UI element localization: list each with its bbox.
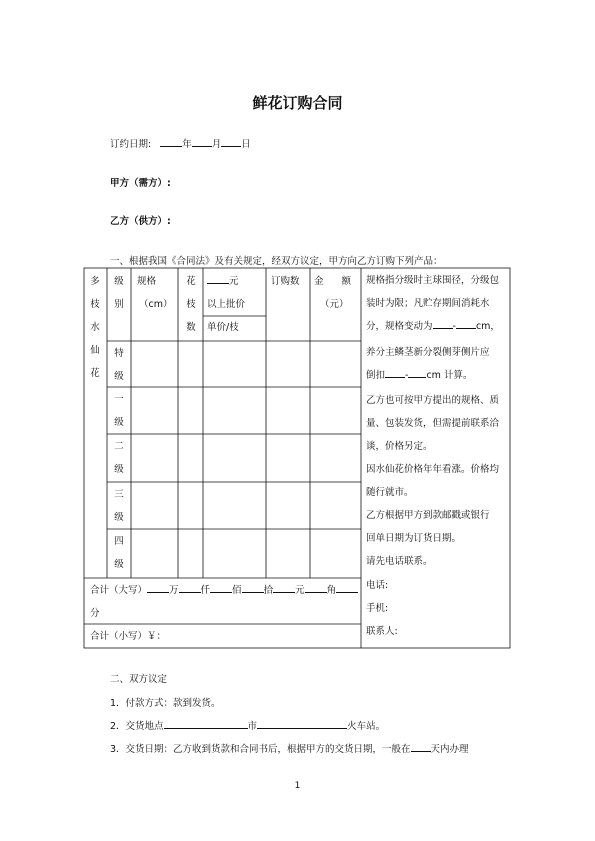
grade-char: 二	[114, 441, 124, 452]
note-line: 谈，价格另定。	[366, 441, 433, 452]
amount-header	[314, 270, 358, 316]
grade-cell-second	[112, 435, 126, 481]
intro-paragraph: 一、根据我国《合同法》及有关规定，经双方议定，甲方向乙方订购下列产品：	[110, 256, 443, 267]
total-lowercase-label: 合计（小写）￥：	[90, 631, 167, 642]
note-line: 量、包装发货，但需提前联系洽	[366, 418, 500, 429]
price-header-unit-line	[207, 270, 245, 293]
note-text: 分，规格变动为	[366, 321, 433, 332]
grade-header-char: 级	[114, 276, 124, 287]
document-title: 鲜花订购合同	[252, 94, 343, 112]
product-name-cell	[88, 270, 102, 385]
grade-cell-first	[112, 388, 126, 434]
blank	[179, 583, 201, 593]
stems-header	[184, 270, 198, 339]
blank	[147, 583, 169, 593]
grade-header	[112, 270, 126, 316]
price-blank	[207, 274, 229, 284]
product-char: 仙	[90, 345, 100, 356]
quantity-header: 订购数	[271, 276, 300, 287]
month-label: 月	[211, 139, 222, 150]
stems-header-char: 花	[186, 276, 196, 287]
section2-item1: 1．付款方式：款到发货。	[110, 698, 221, 709]
grade-cell-fourth	[112, 530, 126, 576]
note-line: 回单日期为订货日期。	[366, 533, 462, 544]
grade-cell-third	[112, 483, 126, 529]
grade-char: 一	[114, 394, 124, 405]
spec-header-unit: （cm）	[139, 299, 173, 310]
page-number: 1	[294, 781, 301, 791]
unit-jiao: 角	[326, 585, 337, 596]
day-label: 日	[241, 139, 251, 150]
product-char: 枝	[90, 299, 100, 310]
price-header-line2: 以上批价	[207, 299, 246, 310]
note-line: 乙方也可按甲方提出的规格、质	[366, 395, 500, 406]
spec-header	[135, 270, 175, 316]
section2-heading: 二、双方议定	[110, 674, 168, 685]
stems-header-char: 数	[186, 322, 196, 333]
spec-header-label: 规格	[137, 276, 157, 287]
grade-char: 三	[114, 489, 124, 500]
unit-wan: 万	[169, 585, 179, 596]
price-header-unit: 元	[229, 276, 239, 287]
item2-text: 火车站。	[347, 721, 386, 732]
amount-header-top	[314, 270, 358, 293]
blank	[385, 368, 405, 378]
year-label: 年	[182, 139, 192, 150]
blank	[411, 742, 431, 752]
note-line: 请先电话联系。	[366, 556, 433, 567]
phone-label: 电话:	[366, 580, 389, 591]
grade-char: 级	[114, 417, 124, 428]
note-line: 规格指分级时主球围径，分级包	[366, 275, 500, 286]
blank	[164, 719, 248, 729]
grade-char: 级	[114, 512, 124, 523]
item3-text: 3．交货日期：乙方收到货款和合同书后，根据甲方的交货日期，一般在	[110, 744, 411, 755]
unit-fen: 分	[90, 608, 100, 619]
amount-header-char: 额	[341, 276, 352, 287]
blank	[305, 583, 327, 593]
note-text: cm，	[475, 321, 500, 332]
amount-header-char: 金	[314, 276, 324, 287]
blank	[257, 719, 347, 729]
note-line: 倒扣 - cm 计算。	[366, 370, 473, 381]
grade-char: 四	[114, 536, 124, 547]
price-header-line3: 单价/枝	[207, 322, 239, 333]
grade-char: 级	[114, 371, 124, 382]
amount-header-unit: （元）	[320, 299, 349, 310]
grade-char: 级	[114, 559, 124, 570]
party-b-label: 乙方（供方）:	[110, 216, 171, 227]
blank	[433, 319, 453, 329]
total-uppercase-line	[90, 579, 358, 602]
note-line: 养分主鳞茎新分裂侧芽侧片应	[366, 347, 490, 358]
grade-char: 特	[114, 348, 124, 359]
stems-header-char: 枝	[186, 299, 196, 310]
blank	[210, 583, 232, 593]
blank	[456, 319, 476, 329]
total-uppercase-row	[90, 579, 358, 625]
product-char: 花	[90, 368, 100, 379]
blank	[408, 368, 426, 378]
unit-qian: 仟	[200, 585, 211, 596]
party-a-label: 甲方（需方）:	[110, 178, 171, 189]
section2-item2	[110, 718, 385, 732]
unit-bai: 佰	[232, 585, 242, 596]
total-uppercase-label: 合计（大写）	[90, 585, 148, 596]
note-text: cm 计算。	[426, 370, 473, 381]
grade-header-char: 别	[114, 299, 124, 310]
contact-label: 联系人:	[366, 626, 398, 637]
note-line: 乙方根据甲方到款邮戳或银行	[366, 510, 490, 521]
blank	[242, 583, 264, 593]
unit-shi: 拾	[263, 585, 274, 596]
product-char: 水	[90, 322, 100, 333]
grade-cell-special	[112, 342, 126, 388]
mobile-label: 手机:	[366, 603, 389, 614]
note-line: 分，规格变动为 - cm，	[366, 321, 500, 332]
unit-yuan: 元	[295, 585, 305, 596]
note-line: 随行就市。	[366, 487, 414, 498]
section2-item3	[110, 741, 469, 755]
product-char: 多	[90, 276, 100, 287]
blank	[336, 583, 358, 593]
item3-text: 天内办理	[430, 744, 469, 755]
item2-text: 2．交货地点	[110, 721, 164, 732]
note-text: 倒扣	[366, 370, 386, 381]
order-date-label: 订约日期:	[110, 139, 152, 150]
item2-text: 市	[247, 721, 258, 732]
blank	[273, 583, 295, 593]
note-line: 因水仙花价格年年看涨。价格均	[366, 464, 500, 475]
grade-char: 级	[114, 464, 124, 475]
price-header	[207, 270, 245, 339]
note-line: 装时为限；凡贮存期间消耗水	[366, 298, 490, 309]
